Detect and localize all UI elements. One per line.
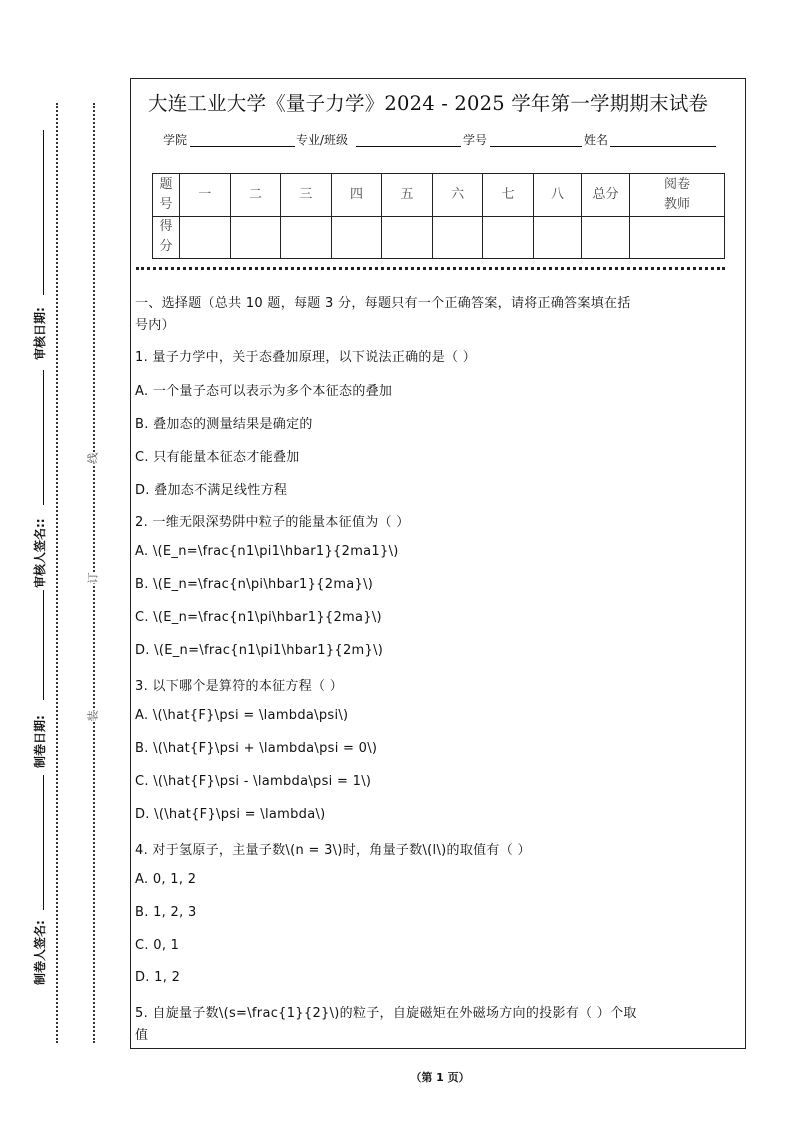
college-label: 学院 xyxy=(163,133,188,147)
major-field[interactable] xyxy=(356,146,461,147)
row-header: 得分 xyxy=(153,216,180,259)
score-cell[interactable] xyxy=(230,216,281,259)
score-table xyxy=(152,173,725,259)
section-heading: 号内） xyxy=(135,318,175,333)
option-text: A. \(E_n=\frac{n1\pi1\hbar1}{2ma1}\) xyxy=(135,544,399,559)
score-cell[interactable] xyxy=(534,216,582,259)
student-id-field[interactable] xyxy=(490,146,582,147)
page-number: （第 1 页） xyxy=(410,1071,470,1084)
option-text: B. \(\hat{F}\psi + \lambda\psi = 0\) xyxy=(135,741,378,756)
option-text: B. 1, 2, 3 xyxy=(135,905,197,920)
name-label: 姓名 xyxy=(584,133,609,147)
column-header: 二 xyxy=(230,174,281,217)
signature-line xyxy=(43,775,44,910)
binding-mark-zhuang: 装 xyxy=(86,710,100,722)
option-text: D. \(E_n=\frac{n1\pi1\hbar1}{2m}\) xyxy=(135,643,384,658)
student-id-label: 学号 xyxy=(463,133,488,147)
column-header: 阅卷教师 xyxy=(630,174,725,217)
score-cell[interactable] xyxy=(281,216,332,259)
column-header: 八 xyxy=(534,174,582,217)
column-header: 六 xyxy=(432,174,483,217)
score-cell[interactable] xyxy=(382,216,433,259)
major-label: 专业/班级 xyxy=(296,133,349,147)
maker-signature-label: 制卷人签名: xyxy=(33,920,47,985)
option-text: D. \(\hat{F}\psi = \lambda\) xyxy=(135,807,326,822)
option-text: D. 1, 2 xyxy=(135,970,181,985)
exam-title: 大连工业大学《量子力学》2024 - 2025 学年第一学期期末试卷 xyxy=(148,92,709,115)
question-number-row xyxy=(153,174,725,217)
row-header: 题号 xyxy=(153,174,180,217)
review-date-label: 审核日期: xyxy=(33,307,47,360)
score-cell[interactable] xyxy=(432,216,483,259)
question-text: 5. 自旋量子数\(s=\frac{1}{2}\)的粒子，自旋磁矩在外磁场方向的投影有（ ）个取 xyxy=(135,1006,637,1021)
score-cell[interactable] xyxy=(630,216,725,259)
option-text: C. 只有能量本征态才能叠加 xyxy=(135,450,300,465)
option-text: A. 0, 1, 2 xyxy=(135,872,197,887)
option-text: 值 xyxy=(135,1028,149,1043)
score-cell[interactable] xyxy=(582,216,630,259)
binding-mark-line: 线 xyxy=(86,452,100,464)
name-field[interactable] xyxy=(610,146,716,147)
column-header: 一 xyxy=(180,174,231,217)
option-text: A. 一个量子态可以表示为多个本征态的叠加 xyxy=(135,384,393,399)
score-row xyxy=(153,216,725,259)
divider xyxy=(136,267,725,270)
score-cell[interactable] xyxy=(331,216,382,259)
score-cell[interactable] xyxy=(483,216,534,259)
column-header: 三 xyxy=(281,174,332,217)
option-text: A. \(\hat{F}\psi = \lambda\psi\) xyxy=(135,708,349,723)
section-heading: 一、选择题（总共 10 题，每题 3 分，每题只有一个正确答案，请将正确答案填在括 xyxy=(135,296,631,311)
column-header: 五 xyxy=(382,174,433,217)
signature-line xyxy=(43,590,44,700)
option-text: C. \(E_n=\frac{n1\pi\hbar1}{2ma}\) xyxy=(135,610,382,625)
question-text: 1. 量子力学中，关于态叠加原理，以下说法正确的是（ ） xyxy=(135,350,477,365)
reviewer-signature-label: 审核人签名:: xyxy=(33,518,47,588)
college-field[interactable] xyxy=(190,146,295,147)
option-text: B. 叠加态的测量结果是确定的 xyxy=(135,417,313,432)
question-text: 4. 对于氢原子，主量子数\(n = 3\)时，角量子数\(l\)的取值有（ ） xyxy=(135,843,531,858)
question-text: 2. 一维无限深势阱中粒子的能量本征值为（ ） xyxy=(135,515,410,530)
signature-line xyxy=(43,370,44,505)
option-text: B. \(E_n=\frac{n\pi\hbar1}{2ma}\) xyxy=(135,577,374,592)
maker-date-label: 制卷日期: xyxy=(33,715,47,768)
option-text: C. \(\hat{F}\psi - \lambda\psi = 1\) xyxy=(135,774,372,789)
binding-dotted-line xyxy=(56,103,58,1043)
option-text: C. 0, 1 xyxy=(135,938,180,953)
score-cell[interactable] xyxy=(180,216,231,259)
signature-line xyxy=(43,130,44,295)
column-header: 四 xyxy=(331,174,382,217)
binding-mark-ding: 订 xyxy=(86,572,100,584)
column-header: 七 xyxy=(483,174,534,217)
question-text: 3. 以下哪个是算符的本征方程（ ） xyxy=(135,679,344,694)
option-text: D. 叠加态不满足线性方程 xyxy=(135,483,288,498)
column-header: 总分 xyxy=(582,174,630,217)
